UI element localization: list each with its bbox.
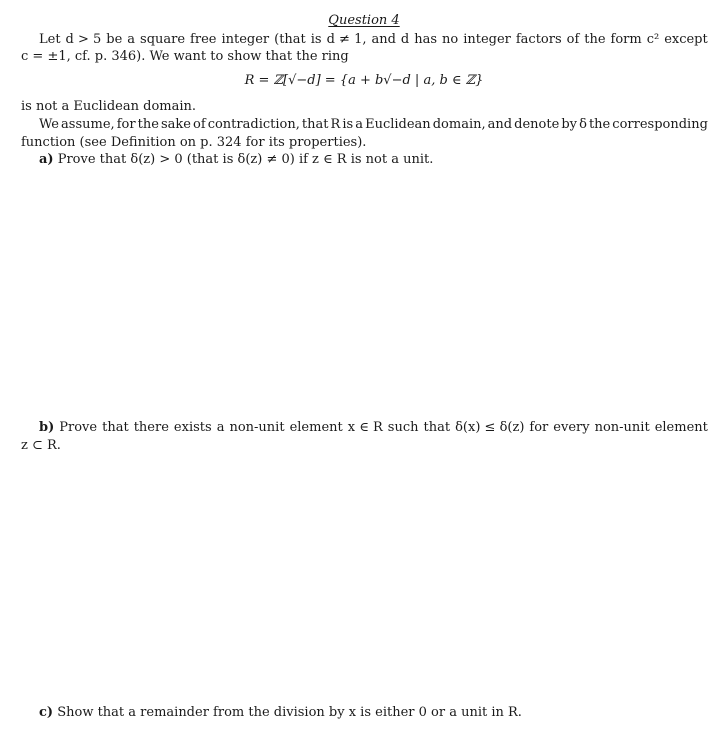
question-title-text: Question 4: [328, 13, 400, 28]
word: free: [190, 32, 217, 47]
word: element: [654, 420, 708, 435]
word: exists: [173, 420, 212, 435]
part-b-line-2: z ⊂ R.: [21, 438, 61, 453]
word: Prove: [59, 420, 98, 435]
word: x ∈ R: [347, 420, 383, 435]
part-c: [39, 704, 522, 721]
word: there: [133, 420, 169, 435]
word: Euclidean: [365, 117, 431, 132]
word: non-unit: [229, 420, 285, 435]
word: d > 5: [65, 32, 102, 47]
word: for: [529, 420, 549, 435]
word: contradiction,: [207, 117, 300, 132]
word: be: [106, 32, 123, 47]
word: the: [588, 117, 611, 132]
word: R: [330, 117, 341, 132]
assumption-line-2: function (see Definition on p. 324 for its properties).: [21, 135, 367, 150]
word: (that: [274, 32, 306, 47]
word: by: [561, 117, 578, 132]
word: Let: [39, 32, 61, 47]
word: denote: [514, 117, 560, 132]
word: and: [487, 117, 513, 132]
word: except: [664, 32, 708, 47]
assumption-line-1: [39, 116, 708, 133]
word: the: [584, 32, 606, 47]
word: of: [566, 32, 580, 47]
word: corresponding: [612, 117, 708, 132]
word: sake: [160, 117, 191, 132]
part-b-label: b): [39, 420, 55, 435]
intro-line-1: [39, 31, 708, 48]
word: non-unit: [594, 420, 650, 435]
word: the: [137, 117, 159, 132]
word: d: [400, 32, 410, 47]
word: factors: [515, 32, 562, 47]
word: and: [371, 32, 396, 47]
question-title: [0, 12, 728, 29]
word: is: [342, 117, 354, 132]
word: integer: [463, 32, 511, 47]
word: such: [387, 420, 419, 435]
word: is: [310, 32, 322, 47]
part-b-line-1: [39, 419, 708, 436]
word: assume,: [61, 117, 115, 132]
word: a: [216, 420, 225, 435]
word: element: [289, 420, 343, 435]
word: that: [102, 420, 129, 435]
word: a: [355, 117, 364, 132]
word: has: [414, 32, 438, 47]
intro-line-2: c = ±1, cf. p. 346). We want to show that the ring: [21, 49, 349, 64]
word: δ(x) ≤ δ(z): [455, 420, 525, 435]
word: domain,: [432, 117, 486, 132]
part-a-label: a): [39, 152, 54, 167]
word: d ≠ 1,: [326, 32, 367, 47]
word: of: [193, 117, 206, 132]
part-c-text: Show that a remainder from the division by x is either 0 or a unit in R.: [57, 705, 522, 720]
word: square: [140, 32, 186, 47]
word: every: [553, 420, 590, 435]
word: integer: [221, 32, 270, 47]
intro-line-3: is not a Euclidean domain.: [21, 99, 197, 114]
part-c-label: c): [39, 705, 54, 720]
word: for: [116, 117, 136, 132]
part-a-text: Prove that δ(z) > 0 (that is δ(z) ≠ 0) if z ∈ R is not a unit.: [57, 152, 434, 167]
word: form: [610, 32, 642, 47]
word: We: [39, 117, 59, 132]
ring-definition-formula: R = ℤ[√−d] = {a + b√−d | a, b ∈ ℤ}: [244, 73, 484, 88]
word: that: [423, 420, 451, 435]
word: that: [301, 117, 329, 132]
part-a: [39, 151, 433, 168]
word: δ: [579, 117, 587, 132]
word: a: [127, 32, 136, 47]
word: c²: [646, 32, 660, 47]
word: no: [442, 32, 459, 47]
